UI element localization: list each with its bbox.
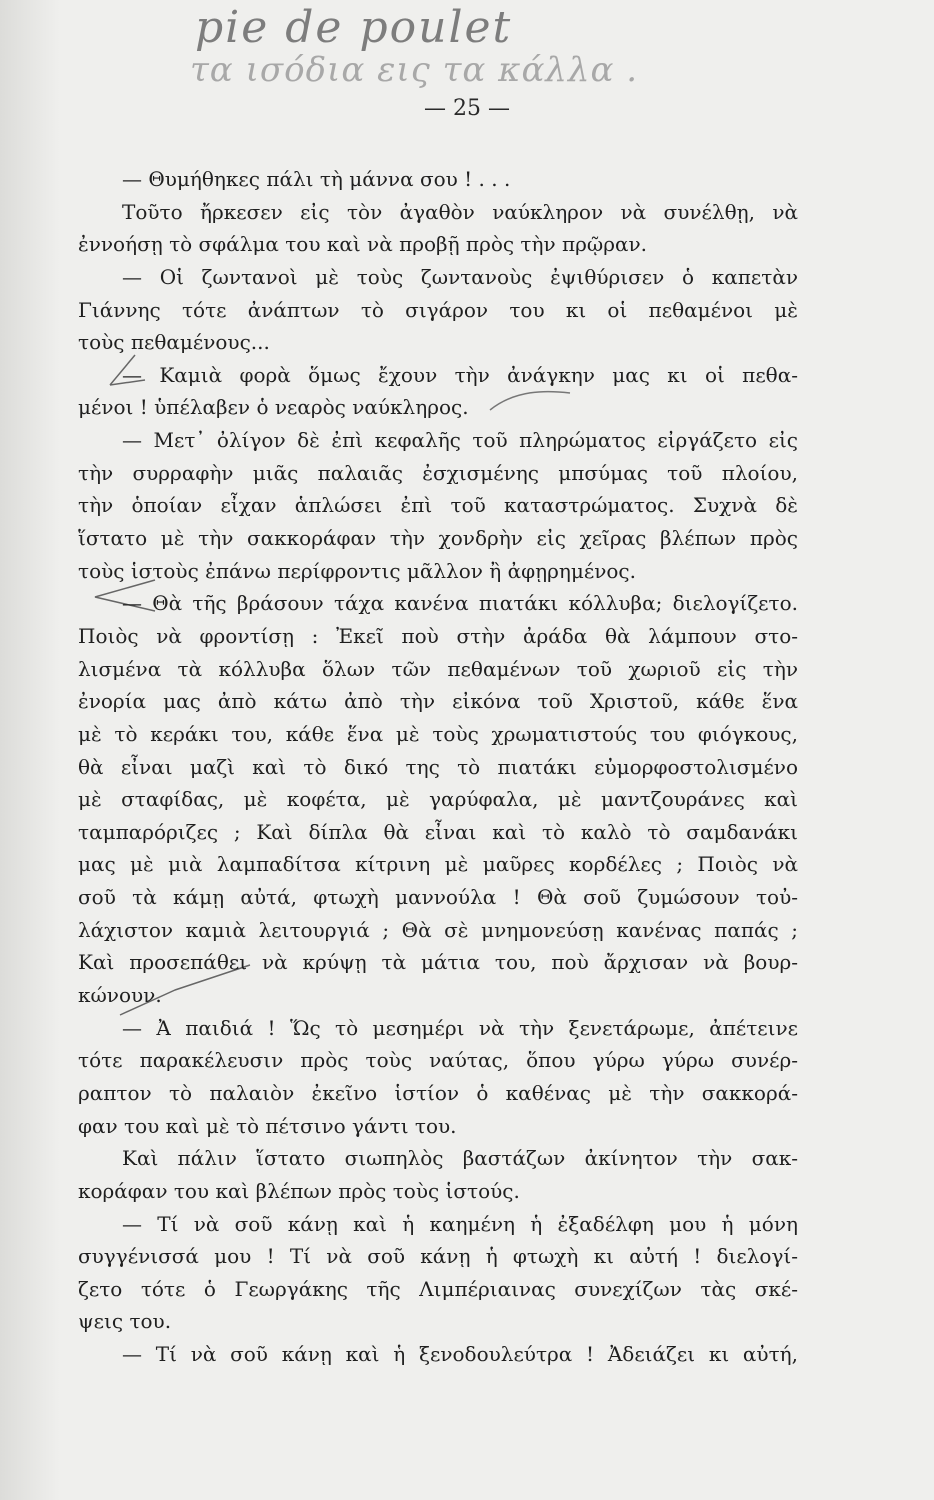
text-line: Τοῦτο ἤρκεσεν εἰς τὸν ἀγαθὸν ναύκληρον νὰ συνέλθῃ, νὰ [122, 199, 798, 224]
text-line: ζετο τότε ὁ Γεωργάκης τῆς Λιμπέριαινας συνεχίζων τὰς σκέ- [78, 1276, 798, 1301]
text-line: λάχιστον καμιὰ λειτουργιά ; Θὰ σὲ μνημονεύσῃ κανένας παπάς ; [78, 917, 798, 942]
text-line: μένοι ! ὑπέλαβεν ὁ νεαρὸς ναύκληρος. [78, 395, 469, 420]
text-line: φαν του καὶ μὲ τὸ πέτσινο γάντι του. [78, 1113, 457, 1138]
text-line: ψεις του. [78, 1309, 172, 1334]
text-line: τὴν συρραφὴν μιᾶς παλαιᾶς ἐσχισμένης μπσύμας τοῦ πλοίου, [78, 460, 798, 485]
text-line: μὲ σταφίδας, μὲ κοφέτα, μὲ γαρύφαλα, μὲ μαντζουράνες καὶ [78, 787, 798, 812]
text-line: σοῦ τὰ κάμῃ αὐτά, φτωχὴ μαννούλα ! Θὰ σοῦ ζυμώσουν τοὐ- [78, 885, 798, 910]
text-line: συγγένισσά μου ! Τί νὰ σοῦ κάνῃ ἡ φτωχὴ κι αὐτή ! διελογί- [78, 1244, 798, 1269]
text-line: — Μετ᾿ ὀλίγον δὲ ἐπὶ κεφαλῆς τοῦ πληρώματος εἰργάζετο εἰς [122, 428, 798, 453]
text-line: — Τί νὰ σοῦ κάνῃ καὶ ἡ ξενοδουλεύτρα ! Ἀδειάζει κι αὐτή, [122, 1342, 798, 1367]
text-line: τότε παρακέλευσιν πρὸς τοὺς ναύτας, ὅπου γύρω γύρω συνέρ- [78, 1048, 798, 1073]
text-line: κώνουν. [78, 983, 162, 1008]
text-line: ραπτον τὸ παλαιὸν ἐκεῖνο ἱστίον ὁ καθένας μὲ τὴν σακκορά- [78, 1080, 798, 1105]
text-line: Γιάννης τότε ἀνάπτων τὸ σιγάρον του κι οἱ πεθαμένοι μὲ [78, 297, 798, 322]
text-line: τοὺς ἱστοὺς ἐπάνω περίφροντις μᾶλλον ἢ ἀφῃρημένος. [78, 558, 636, 583]
text-line: Καὶ πάλιν ἵστατο σιωπηλὸς βαστάζων ἀκίνητον τὴν σακ- [122, 1146, 798, 1171]
handwritten-note-line-1: pie de poulet [195, 2, 513, 53]
text-line: — Οἱ ζωντανοὶ μὲ τοὺς ζωντανοὺς ἐψιθύρισεν ὁ καπετὰν [122, 264, 798, 289]
text-line: — Θὰ τῆς βράσουν τάχα κανένα πιατάκι κόλλυβα; διελογίζετο. [122, 591, 798, 616]
text-line: — Θυμήθηκες πάλι τὴ μάννα σου ! . . . [122, 167, 511, 191]
text-line: Καὶ προσεπάθει νὰ κρύψῃ τὰ μάτια του, ποὺ ἄρχισαν νὰ βουρ- [78, 950, 798, 975]
text-line: λισμένα τὰ κόλλυβα ὅλων τῶν πεθαμένων τοῦ χωριοῦ εἰς τὴν [78, 656, 798, 681]
body-text [78, 163, 798, 1371]
text-line: ἐνορία μας ἀπὸ κάτω ἀπὸ τὴν εἰκόνα τοῦ Χριστοῦ, κάθε ἕνα [78, 689, 798, 714]
text-line: μας μὲ μιὰ λαμπαδίτσα κίτρινη μὲ μαῦρες κορδέλες ; Ποιὸς νὰ [78, 852, 798, 877]
text-line: τοὺς πεθαμένους... [78, 330, 270, 355]
text-line: — Ἀ παιδιά ! Ὥς τὸ μεσημέρι νὰ τὴν ξενετάρωμε, ἀπέτεινε [122, 1015, 798, 1040]
text-line: ἵστατο μὲ τὴν σακκοράφαν τὴν χονδρὴν εἰς χεῖρας βλέπων πρὸς [78, 526, 798, 551]
text-line: μὲ τὸ κεράκι του, κάθε ἕνα μὲ τοὺς χρωματιστούς του φιόγκους, [78, 721, 798, 746]
text-line: — Καμιὰ φορὰ ὅμως ἔχουν τὴν ἀνάγκην μας κι οἱ πεθα- [122, 362, 798, 387]
text-line: τὴν ὁποίαν εἶχαν ἁπλώσει ἐπὶ τοῦ καταστρώματος. Συχνὰ δὲ [78, 493, 798, 518]
text-line: ἐννοήσῃ τὸ σφάλμα του καὶ νὰ προβῇ πρὸς τὴν πρῷραν. [78, 232, 647, 257]
text-line: θὰ εἶναι μαζὶ καὶ τὸ δικό της τὸ πιατάκι εὐμορφοστολισμένο [78, 754, 798, 779]
text-line: — Τί νὰ σοῦ κάνῃ καὶ ἡ καημένη ἡ ἐξαδέλφη μου ἡ μόνη [122, 1211, 798, 1236]
text-line: ταμπαρόριζες ; Καὶ δίπλα θὰ εἶναι καὶ τὸ καλὸ τὸ σαμδανάκι [78, 819, 798, 844]
scan-edge-shadow [0, 0, 60, 1500]
text-line: Ποιὸς νὰ φροντίσῃ : Ἐκεῖ ποὺ στὴν ἀράδα θὰ λάμπουν στο- [78, 623, 798, 648]
text-line: κοράφαν του καὶ βλέπων πρὸς τοὺς ἱστούς. [78, 1178, 520, 1203]
handwritten-note-line-2: τα ισόδια εις τα κάλλα . [190, 50, 639, 90]
page-number: — 25 — [424, 96, 510, 121]
